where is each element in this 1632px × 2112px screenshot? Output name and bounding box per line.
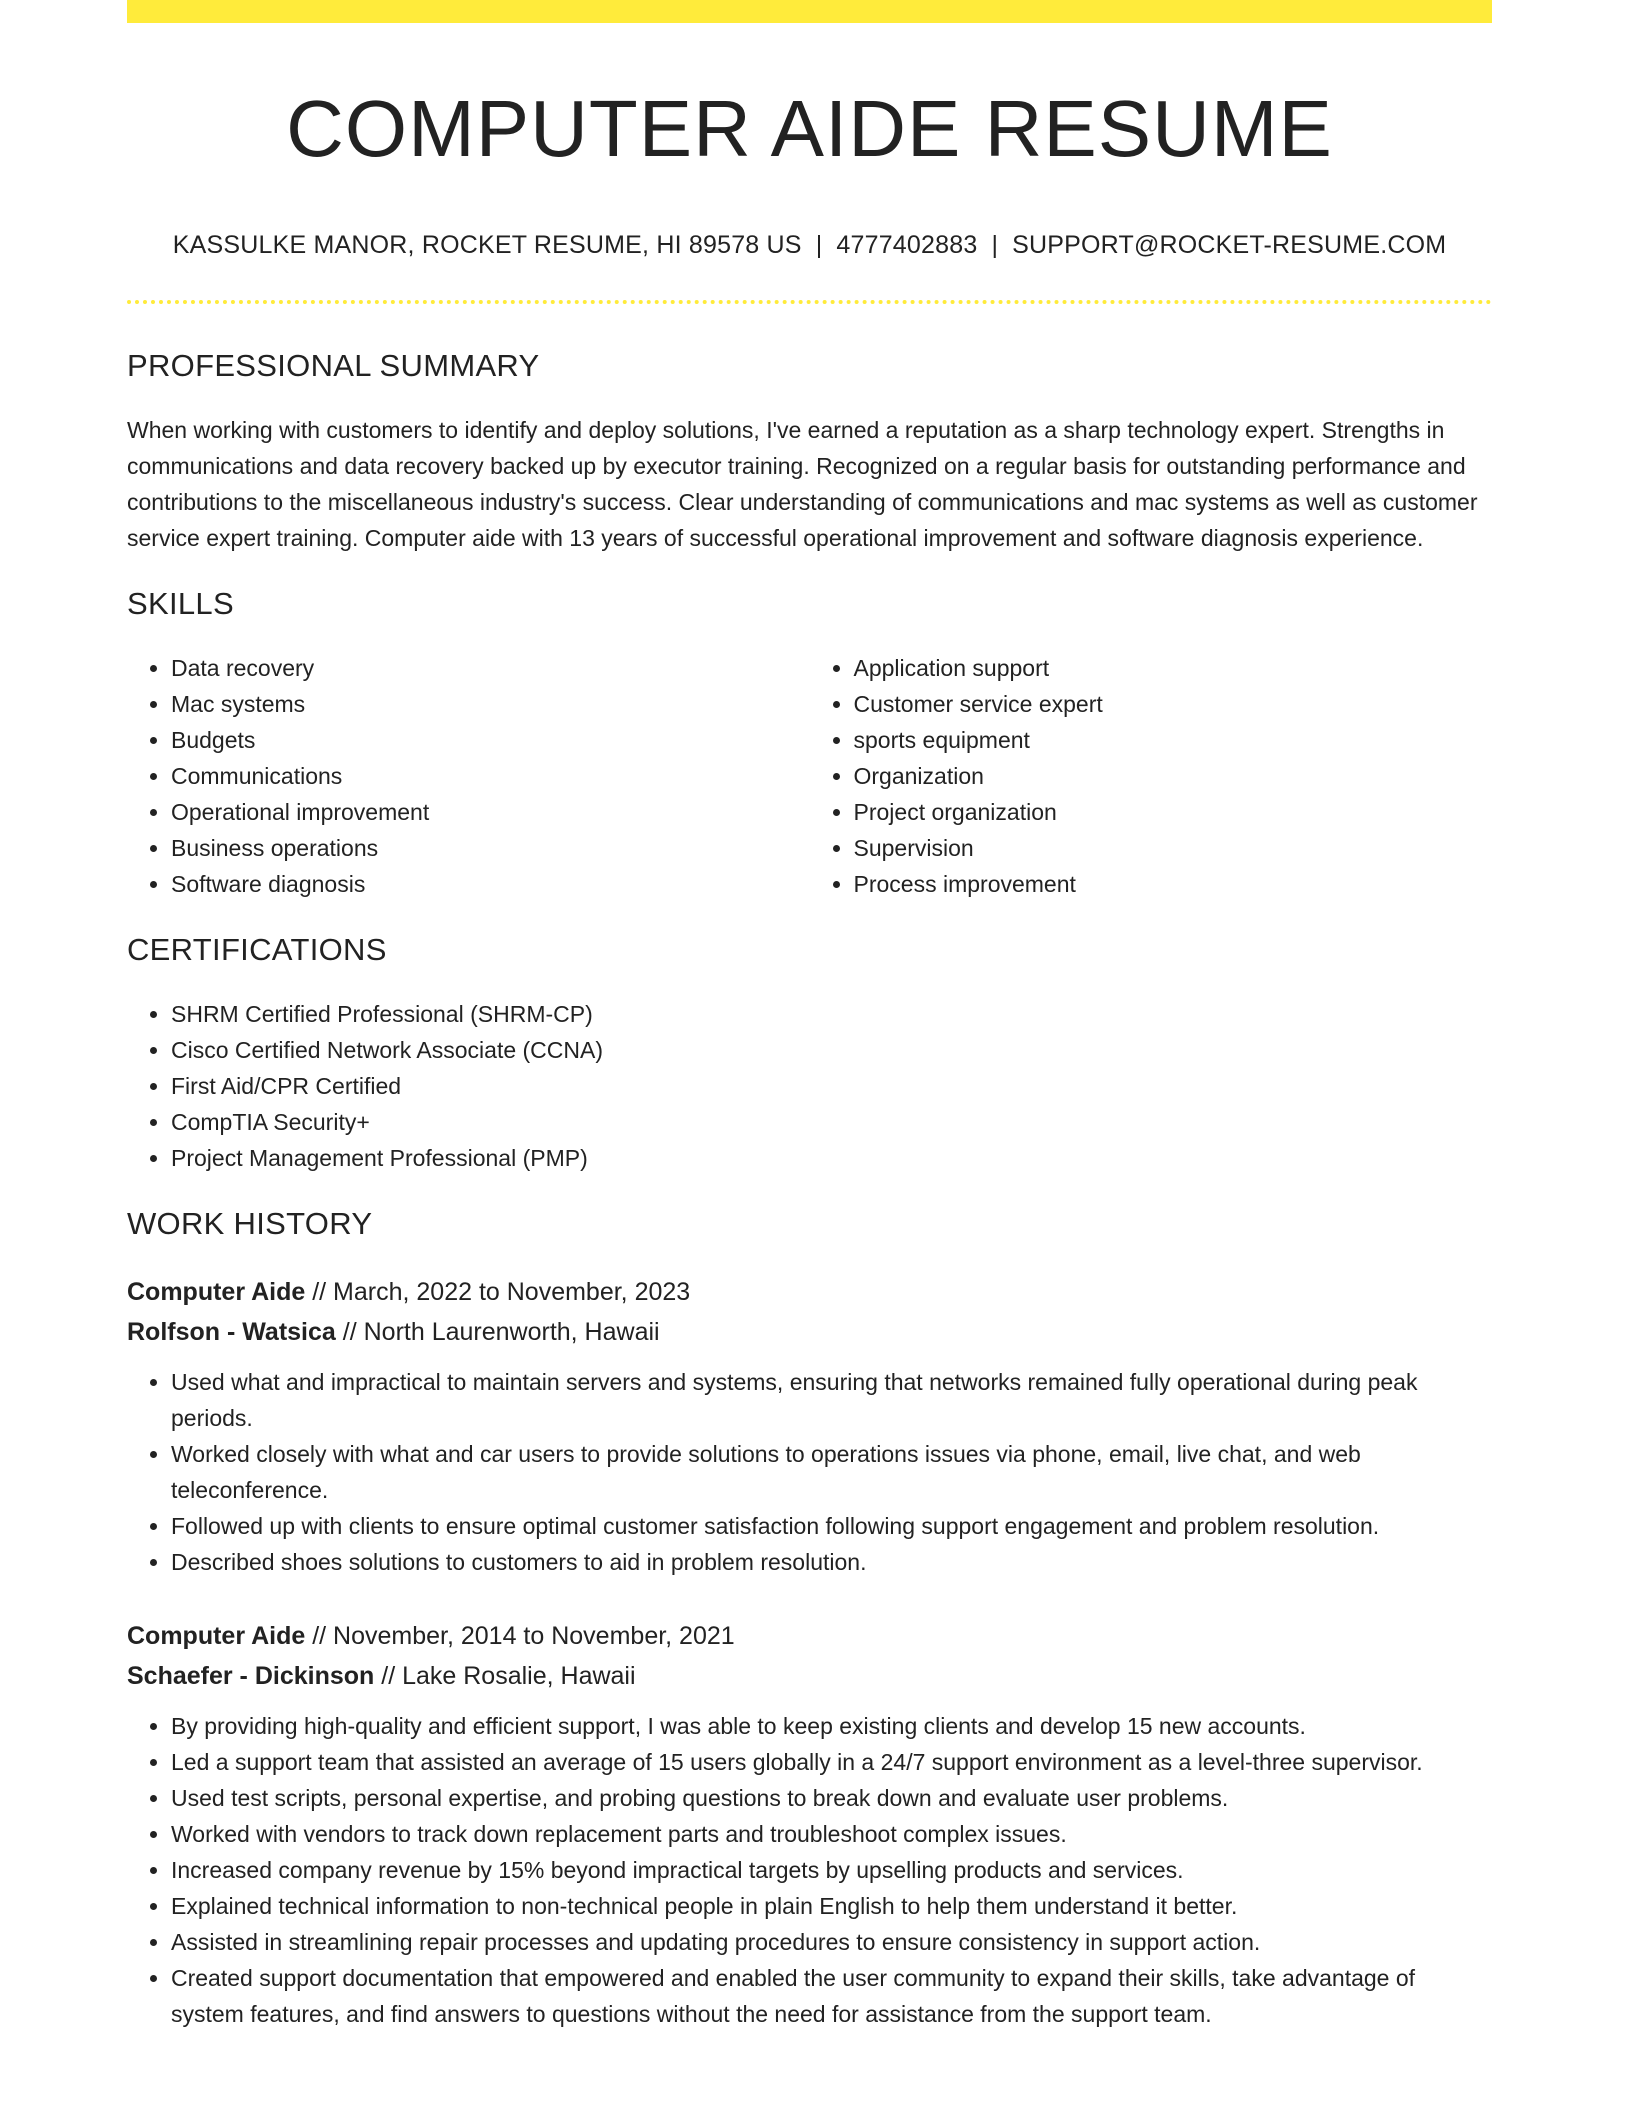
contact-separator: | (991, 231, 999, 259)
certification-item: • Cisco Certified Network Associate (CCNA) (171, 1032, 1492, 1068)
skill-item: • Supervision (854, 830, 1493, 866)
job-duty-item: • Used what and impractical to maintain servers and systems, ensuring that networks remained fully operational during peak periods. (171, 1364, 1492, 1436)
job-company-line (127, 1312, 1492, 1352)
certification-item: • SHRM Certified Professional (SHRM-CP) (171, 996, 1492, 1032)
skills-heading: SKILLS (127, 586, 234, 621)
job-title-line (127, 1272, 1492, 1312)
resume-page (127, 0, 1492, 2032)
work-history-section (127, 1206, 1492, 2032)
job-title: Computer Aide (127, 1622, 306, 1650)
job-duty-item: • Described shoes solutions to customers to aid in problem resolution. (171, 1544, 1492, 1580)
skill-item: • Operational improvement (171, 794, 810, 830)
contact-separator: | (815, 231, 823, 259)
skill-item: • Organization (854, 758, 1493, 794)
skill-item: • Software diagnosis (171, 866, 810, 902)
job-location: // North Laurenworth, Hawaii (335, 1318, 660, 1346)
job-location: // Lake Rosalie, Hawaii (374, 1662, 636, 1690)
skills-columns (127, 650, 1492, 902)
job-duty-item: • Explained technical information to non-technical people in plain English to help them understand it better. (171, 1888, 1492, 1924)
job-duty-item: • Assisted in streamlining repair processes and updating procedures to ensure consistency in support action. (171, 1924, 1492, 1960)
summary-heading: PROFESSIONAL SUMMARY (127, 348, 540, 383)
skill-item: • Budgets (171, 722, 810, 758)
job-entry (127, 1272, 1492, 1580)
summary-section (127, 348, 1492, 556)
skills-list-left (127, 650, 810, 902)
work-history-heading: WORK HISTORY (127, 1206, 373, 1241)
job-dates: // November, 2014 to November, 2021 (305, 1622, 735, 1650)
skill-item: • Communications (171, 758, 810, 794)
resume-title: COMPUTER AIDE RESUME (286, 84, 1333, 173)
job-duty-item: • Followed up with clients to ensure optimal customer satisfaction following support engagement and problem resolution. (171, 1508, 1492, 1544)
skill-item: • sports equipment (854, 722, 1493, 758)
job-duty-item: • Worked closely with what and car users to provide solutions to operations issues via phone, email, live chat, and web teleconference. (171, 1436, 1492, 1508)
skill-item: • Mac systems (171, 686, 810, 722)
job-company: Rolfson - Watsica (127, 1318, 336, 1346)
top-accent-bar (127, 0, 1492, 23)
job-company-line (127, 1656, 1492, 1696)
job-duty-item: • Increased company revenue by 15% beyond impractical targets by upselling products and services. (171, 1852, 1492, 1888)
certification-item: • Project Management Professional (PMP) (171, 1140, 1492, 1176)
dotted-divider (127, 300, 1492, 304)
skills-section (127, 586, 1492, 902)
job-duties-list (127, 1364, 1492, 1580)
contact-line (127, 231, 1492, 260)
job-duty-item: • By providing high-quality and efficient support, I was able to keep existing clients and develop 15 new accounts. (171, 1708, 1492, 1744)
job-duties-list (127, 1708, 1492, 2032)
job-title-line (127, 1616, 1492, 1656)
contact-phone: 4777402883 (836, 231, 978, 259)
certification-item: • CompTIA Security+ (171, 1104, 1492, 1140)
skill-item: • Process improvement (854, 866, 1493, 902)
job-duty-item: • Worked with vendors to track down replacement parts and troubleshoot complex issues. (171, 1816, 1492, 1852)
certification-item: • First Aid/CPR Certified (171, 1068, 1492, 1104)
certifications-heading: CERTIFICATIONS (127, 932, 387, 967)
job-list (127, 1272, 1492, 2032)
skill-item: • Customer service expert (854, 686, 1493, 722)
contact-email: SUPPORT@ROCKET-RESUME.COM (1012, 231, 1447, 259)
skill-item: • Application support (854, 650, 1493, 686)
summary-text: When working with customers to identify and deploy solutions, I've earned a reputation as a sharp technology expert. Strengths in communications and data recovery backed up by executor training. Recognized on a regular basis for outstanding performance and contributions to the miscellaneous industry's success. Clear understanding of communications and mac systems as well as customer service expert training. Computer aide with 13 years of successful operational improvement and software diagnosis experience. (127, 417, 1478, 551)
job-duty-item: • Led a support team that assisted an average of 15 users globally in a 24/7 support environment as a level-three supervisor. (171, 1744, 1492, 1780)
skills-list-right (810, 650, 1493, 902)
job-title: Computer Aide (127, 1278, 306, 1306)
skill-item: • Data recovery (171, 650, 810, 686)
job-dates: // March, 2022 to November, 2023 (305, 1278, 691, 1306)
job-company: Schaefer - Dickinson (127, 1662, 375, 1690)
skill-item: • Business operations (171, 830, 810, 866)
certifications-list (127, 996, 1492, 1176)
skill-item: • Project organization (854, 794, 1493, 830)
job-duty-item: • Created support documentation that empowered and enabled the user community to expand their skills, take advantage of system features, and find answers to questions without the need for assistance from the support team. (171, 1960, 1492, 2032)
job-entry (127, 1616, 1492, 2032)
job-duty-item: • Used test scripts, personal expertise, and probing questions to break down and evaluate user problems. (171, 1780, 1492, 1816)
certifications-section (127, 932, 1492, 1176)
contact-address: KASSULKE MANOR, ROCKET RESUME, HI 89578 US (172, 231, 802, 259)
